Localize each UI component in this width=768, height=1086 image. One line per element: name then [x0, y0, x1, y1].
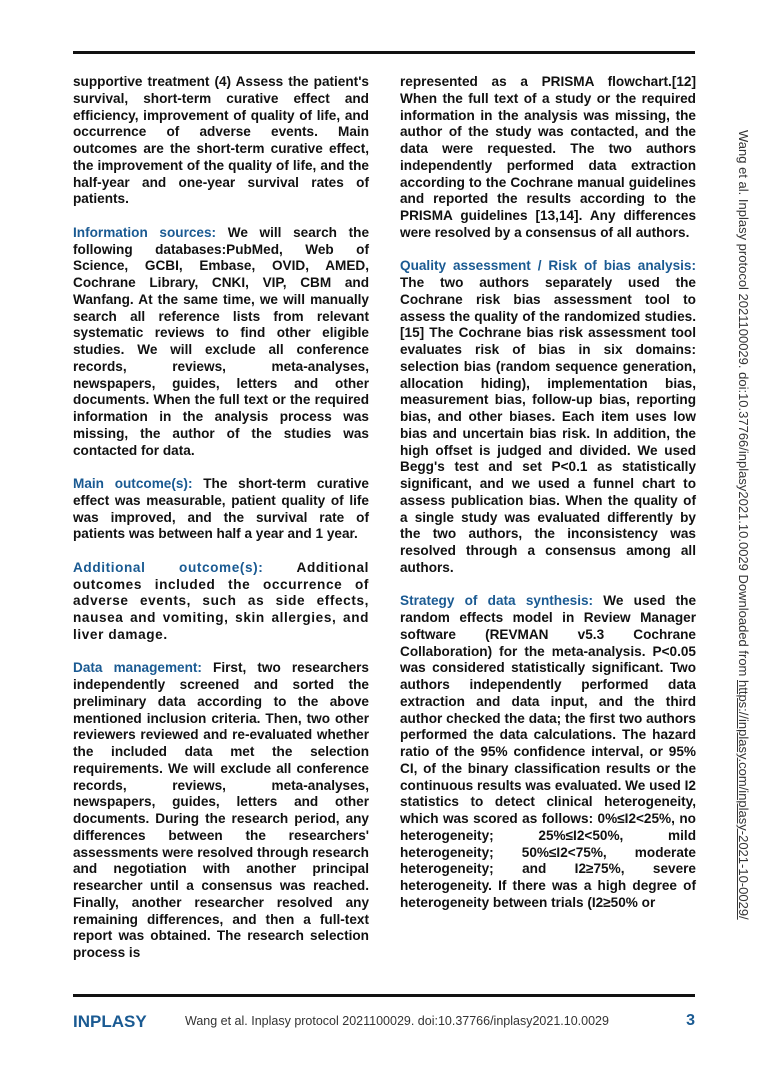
section-body: The two authors separately used the Cochrane risk bias assessment tool to assess the quality of the randomized studies.[15] The Cochrane bias risk assessment tool evaluates risk of bias in six domains: selection bias (random sequence generation, allocation hiding), implementation bias, measurement bias, follow-up bias, reporting bias, and other biases. Each item uses low bias and uncertain bias risk. In addition, the high offset is judged and divided. We used Begg's test and set P<0.1 as statistically significant, and we used a funnel chart to assess publication bias. When the quality of a single study was evaluated differently by the two authors, the inconsistency was resolved through a consensus among all authors.	[400, 275, 696, 575]
section-heading: Strategy of data synthesis:	[400, 593, 594, 609]
page-footer	[73, 1012, 695, 1036]
footer-citation: Wang et al. Inplasy protocol 2021100029. doi:10.37766/inplasy2021.10.0029	[185, 1014, 609, 1028]
section-heading: Additional outcome(s):	[73, 559, 264, 575]
section-heading: Information sources:	[73, 224, 217, 240]
right-column	[400, 74, 696, 928]
section-heading: Main outcome(s):	[73, 476, 193, 491]
section-body: We used the random effects model in Review Manager software (REVMAN v5.3 Cochrane Collaboration) for the meta-analysis. P<0.05 was considered statistically significant. Two authors independently performed data extraction and data input, and the third author checked the data; the first two authors performed the data calculations. The hazard ratio of the 95% confidence interval, or 95% CI, of the binary classification results or the continuous results was evaluated. We used I2 statistics to detect clinical heterogeneity, which was scored as follows: 0%≤I2<25%, no heterogeneity; 25%≤I2<50%, mild heterogeneity; 50%≤I2<75%, moderate heterogeneity; and I2≥75%, severe heterogeneity. If there was a high degree of heterogeneity between trials (I2≥50% or	[400, 593, 696, 910]
sidebar-text: Wang et al. Inplasy protocol 2021100029. doi:10.37766/inplasy2021.10.0029 Downloaded from	[736, 130, 751, 680]
section-heading: Data management:	[73, 660, 202, 676]
section-main-outcomes	[73, 476, 369, 543]
page-number: 3	[686, 1012, 695, 1029]
vertical-download-notice	[731, 130, 751, 950]
section-body: First, two researchers independently screened and sorted the preliminary data according to the above mentioned inclusion criteria. Then, two other reviewers reviewed and re-evaluated whether the included data met the selection requirements. We will exclude all conference records, reviews, meta-analyses, newspapers, guides, letters and other documents. During the research period, any differences between the researchers' assessments were resolved through research and negotiation with another principal researcher until a consensus was reached. Finally, another researcher resolved any remaining differences, and then a full-text report was obtained. The research selection process is	[73, 660, 369, 960]
bottom-rule	[73, 994, 695, 997]
section-body: We will search the following databases:PubMed, Web of Science, GCBI, Embase, OVID, AMED, Cochrane Library, CNKI, VIP, CBM and Wanfang. At the same time, we will manually search all reference lists from relevant systematic reviews to find other eligible studies. We will exclude all conference records, reviews, meta-analyses, newspapers, guides, letters and other documents. When the full text or the required information in the analysis process was missing, the author of the studies was contacted for data.	[73, 224, 369, 458]
section-data-management	[73, 660, 369, 962]
section-information-sources	[73, 225, 369, 460]
download-link[interactable]: https://inplasy.com/inplasy-2021-10-0029/	[736, 680, 751, 920]
brand-logo: INPLASY	[73, 1012, 147, 1031]
left-column	[73, 74, 369, 979]
section-additional-outcomes	[73, 560, 369, 644]
section-data-synthesis	[400, 593, 696, 911]
top-rule	[73, 51, 695, 54]
section-body: Additional outcomes included the occurrence of adverse events, such as side effects, nausea and vomiting, skin allergies, and liver damage.	[73, 559, 370, 642]
section-heading: Quality assessment / Risk of bias analysis:	[400, 258, 696, 274]
section-quality-assessment	[400, 258, 696, 576]
intro-paragraph: supportive treatment (4) Assess the patient's survival, short-term curative effect and efficiency, improvement of quality of life, and occurrence of adverse events. Main outcomes are the short-term curative effect, the improvement of the quality of life, and the half-year and one-year survival rates of patients.	[73, 74, 369, 207]
intro-paragraph: represented as a PRISMA flowchart.[12] When the full text of a study or the required information in the analysis was missing, the author of the study was contacted, and the data were requested. The two authors independently performed data extraction according to the Cochrane manual guidelines and reported the results according to the PRISMA guidelines [13,14]. Any differences were resolved by a consensus of all authors.	[400, 74, 696, 240]
section-body: The short-term curative effect was measurable, patient quality of life was improved, and the survival rate of patients was between half a year and 1 year.	[73, 476, 369, 542]
